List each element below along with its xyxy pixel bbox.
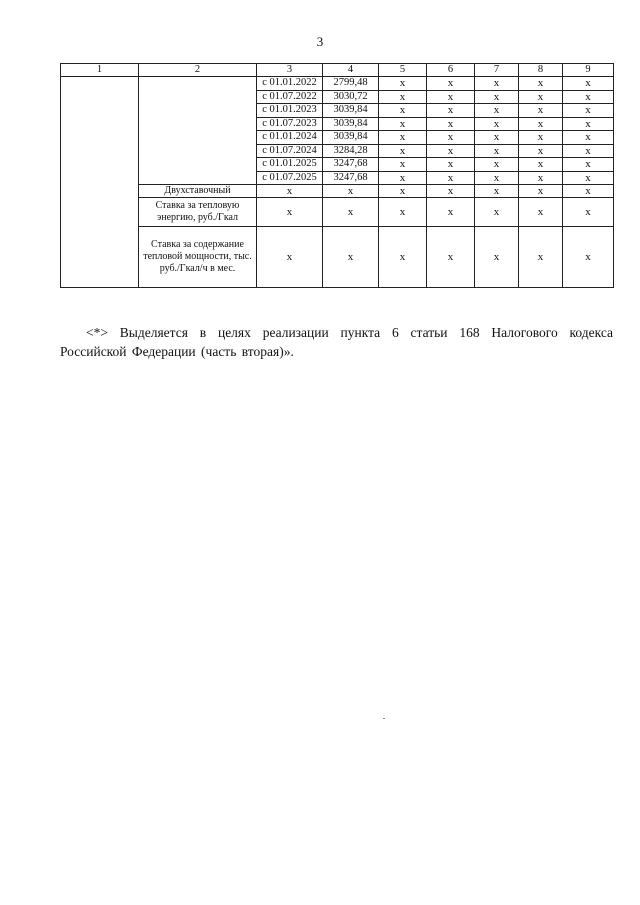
mark-cell: х — [427, 144, 475, 158]
period-date: с 01.07.2022 — [257, 90, 323, 104]
mark-cell: х — [475, 185, 519, 198]
mark-cell: х — [563, 77, 614, 91]
header-cell: 4 — [323, 64, 379, 77]
mark-cell: х — [519, 198, 563, 227]
mark-cell: х — [379, 131, 427, 145]
mark-cell: х — [519, 227, 563, 288]
mark-cell: х — [379, 227, 427, 288]
period-value: 3247,68 — [323, 171, 379, 185]
mark-cell: х — [427, 198, 475, 227]
mark-cell: х — [257, 185, 323, 198]
page-number: 3 — [316, 34, 324, 49]
mark-cell: х — [563, 171, 614, 185]
mark-cell: х — [427, 90, 475, 104]
rate-capacity-label: Ставка за содержание тепловой мощности, тыс. руб./Гкал/ч в мес. — [139, 227, 257, 288]
header-cell: 5 — [379, 64, 427, 77]
mark-cell: х — [379, 171, 427, 185]
mark-cell: х — [379, 117, 427, 131]
period-value: 3284,28 — [323, 144, 379, 158]
mark-cell: х — [519, 77, 563, 91]
tariff-table — [60, 63, 614, 288]
mark-cell: х — [257, 198, 323, 227]
period-value: 3039,84 — [323, 117, 379, 131]
mark-cell: х — [519, 117, 563, 131]
table-row — [61, 227, 614, 288]
two-part-label: Двухставочный — [139, 185, 257, 198]
period-value: 3039,84 — [323, 104, 379, 118]
table-row — [61, 185, 614, 198]
mark-cell: х — [475, 77, 519, 91]
period-value: 3030,72 — [323, 90, 379, 104]
mark-cell: х — [379, 198, 427, 227]
mark-cell: х — [323, 185, 379, 198]
scan-speck — [383, 718, 385, 719]
mark-cell: х — [475, 227, 519, 288]
mark-cell: х — [475, 171, 519, 185]
mark-cell: х — [519, 158, 563, 172]
header-cell: 3 — [257, 64, 323, 77]
mark-cell: х — [379, 90, 427, 104]
header-cell: 1 — [61, 64, 139, 77]
table-row — [61, 77, 614, 91]
mark-cell: х — [427, 77, 475, 91]
mark-cell: х — [379, 144, 427, 158]
mark-cell: х — [563, 185, 614, 198]
mark-cell: х — [519, 185, 563, 198]
header-cell: 6 — [427, 64, 475, 77]
mark-cell: х — [563, 227, 614, 288]
period-value: 3247,68 — [323, 158, 379, 172]
mark-cell: х — [519, 90, 563, 104]
mark-cell: х — [379, 158, 427, 172]
mark-cell: х — [379, 185, 427, 198]
mark-cell: х — [323, 198, 379, 227]
mark-cell: х — [563, 144, 614, 158]
mark-cell: х — [563, 104, 614, 118]
mark-cell: х — [427, 171, 475, 185]
mark-cell: х — [475, 104, 519, 118]
header-row — [61, 64, 614, 77]
mark-cell: х — [379, 104, 427, 118]
mark-cell: х — [563, 117, 614, 131]
mark-cell: х — [323, 227, 379, 288]
period-date: с 01.07.2024 — [257, 144, 323, 158]
col2-merged-cell — [139, 77, 257, 185]
period-value: 2799,48 — [323, 77, 379, 91]
footnote — [60, 323, 613, 361]
mark-cell: х — [427, 117, 475, 131]
mark-cell: х — [563, 158, 614, 172]
period-date: с 01.01.2025 — [257, 158, 323, 172]
table-row — [61, 198, 614, 227]
period-date: с 01.01.2024 — [257, 131, 323, 145]
mark-cell: х — [475, 158, 519, 172]
mark-cell: х — [475, 198, 519, 227]
rate-energy-label: Ставка за тепловую энергию, руб./Гкал — [139, 198, 257, 227]
header-cell: 8 — [519, 64, 563, 77]
mark-cell: х — [257, 227, 323, 288]
mark-cell: х — [519, 144, 563, 158]
mark-cell: х — [475, 90, 519, 104]
mark-cell: х — [563, 90, 614, 104]
mark-cell: х — [519, 171, 563, 185]
mark-cell: х — [519, 104, 563, 118]
mark-cell: х — [475, 131, 519, 145]
mark-cell: х — [427, 104, 475, 118]
footnote-line-1: <*> Выделяется в целях реализации пункта 6 статьи 168 Налогового кодекса — [86, 325, 613, 340]
mark-cell: х — [427, 185, 475, 198]
col1-merged-cell — [61, 77, 139, 288]
period-date: с 01.01.2023 — [257, 104, 323, 118]
header-cell: 9 — [563, 64, 614, 77]
mark-cell: х — [475, 117, 519, 131]
period-date: с 01.07.2023 — [257, 117, 323, 131]
mark-cell: х — [563, 198, 614, 227]
period-value: 3039,84 — [323, 131, 379, 145]
mark-cell: х — [427, 131, 475, 145]
mark-cell: х — [427, 227, 475, 288]
header-cell: 7 — [475, 64, 519, 77]
header-cell: 2 — [139, 64, 257, 77]
mark-cell: х — [475, 144, 519, 158]
mark-cell: х — [563, 131, 614, 145]
period-date: с 01.07.2025 — [257, 171, 323, 185]
mark-cell: х — [379, 77, 427, 91]
footnote-line-2: Российской Федерации (часть вторая)». — [60, 344, 294, 359]
mark-cell: х — [519, 131, 563, 145]
period-date: с 01.01.2022 — [257, 77, 323, 91]
mark-cell: х — [427, 158, 475, 172]
